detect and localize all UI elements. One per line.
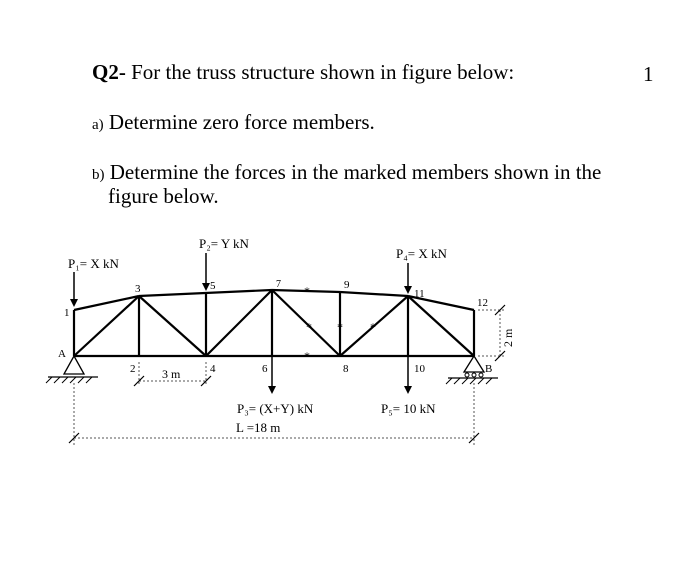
diagonal-4-7 bbox=[206, 290, 272, 356]
node-3: 3 bbox=[135, 283, 141, 295]
dim-span-label: L =18 m bbox=[236, 420, 281, 435]
load-labels bbox=[68, 236, 447, 416]
load-label-p1: P₁= X kN bbox=[68, 256, 119, 271]
part-b-text-line1: Determine the forces in the marked members shown in the bbox=[109, 160, 602, 184]
top-chord-left bbox=[74, 296, 139, 310]
node-5: 5 bbox=[210, 280, 216, 292]
node-11: 11 bbox=[414, 288, 425, 300]
node-7: 7 bbox=[276, 279, 281, 290]
page-number: 1 bbox=[643, 62, 654, 86]
marker-diag-7-8: * bbox=[306, 320, 312, 334]
part-a-label: a) bbox=[92, 117, 104, 133]
question-text: For the truss structure shown in figure below: bbox=[131, 60, 515, 84]
load-label-p3: P₃= (X+Y) kN bbox=[237, 401, 314, 416]
node-8: 8 bbox=[343, 363, 349, 375]
marker-vert-9-8: * bbox=[337, 320, 343, 334]
node-A: A bbox=[58, 348, 66, 360]
node-1: 1 bbox=[64, 307, 70, 319]
tick-panel-right bbox=[201, 376, 211, 386]
part-b-label: b) bbox=[92, 167, 105, 183]
top-chord-mid-right bbox=[340, 292, 408, 296]
part-b-text-line2: figure below. bbox=[108, 184, 219, 208]
marker-bottom-6-8: * bbox=[304, 349, 310, 363]
load-label-p5: P₅= 10 kN bbox=[381, 401, 436, 416]
part-a-text: Determine zero force members. bbox=[108, 110, 375, 134]
node-4: 4 bbox=[210, 363, 216, 375]
question-label: Q2- bbox=[92, 60, 126, 84]
load-label-p2: P₂= Y kN bbox=[199, 236, 249, 251]
support-A bbox=[46, 356, 98, 383]
node-2: 2 bbox=[130, 363, 136, 375]
node-9: 9 bbox=[344, 279, 350, 291]
diagonal-A-3 bbox=[74, 296, 139, 356]
diagonal-11-B bbox=[408, 296, 474, 356]
marker-diag-8-11: * bbox=[370, 320, 376, 334]
node-6: 6 bbox=[262, 363, 268, 375]
dim-panel-label: 3 m bbox=[162, 367, 181, 381]
load-label-p4: P₄= X kN bbox=[396, 246, 447, 261]
node-10: 10 bbox=[414, 363, 425, 375]
tick-panel-left bbox=[134, 376, 144, 386]
marker-top-7-9: * bbox=[304, 284, 310, 298]
node-12: 12 bbox=[477, 297, 488, 309]
node-B: B bbox=[485, 363, 493, 375]
tick-span-left bbox=[69, 433, 79, 443]
dim-height-label: 2 m bbox=[501, 328, 515, 347]
diagonal-3-4 bbox=[139, 296, 206, 356]
